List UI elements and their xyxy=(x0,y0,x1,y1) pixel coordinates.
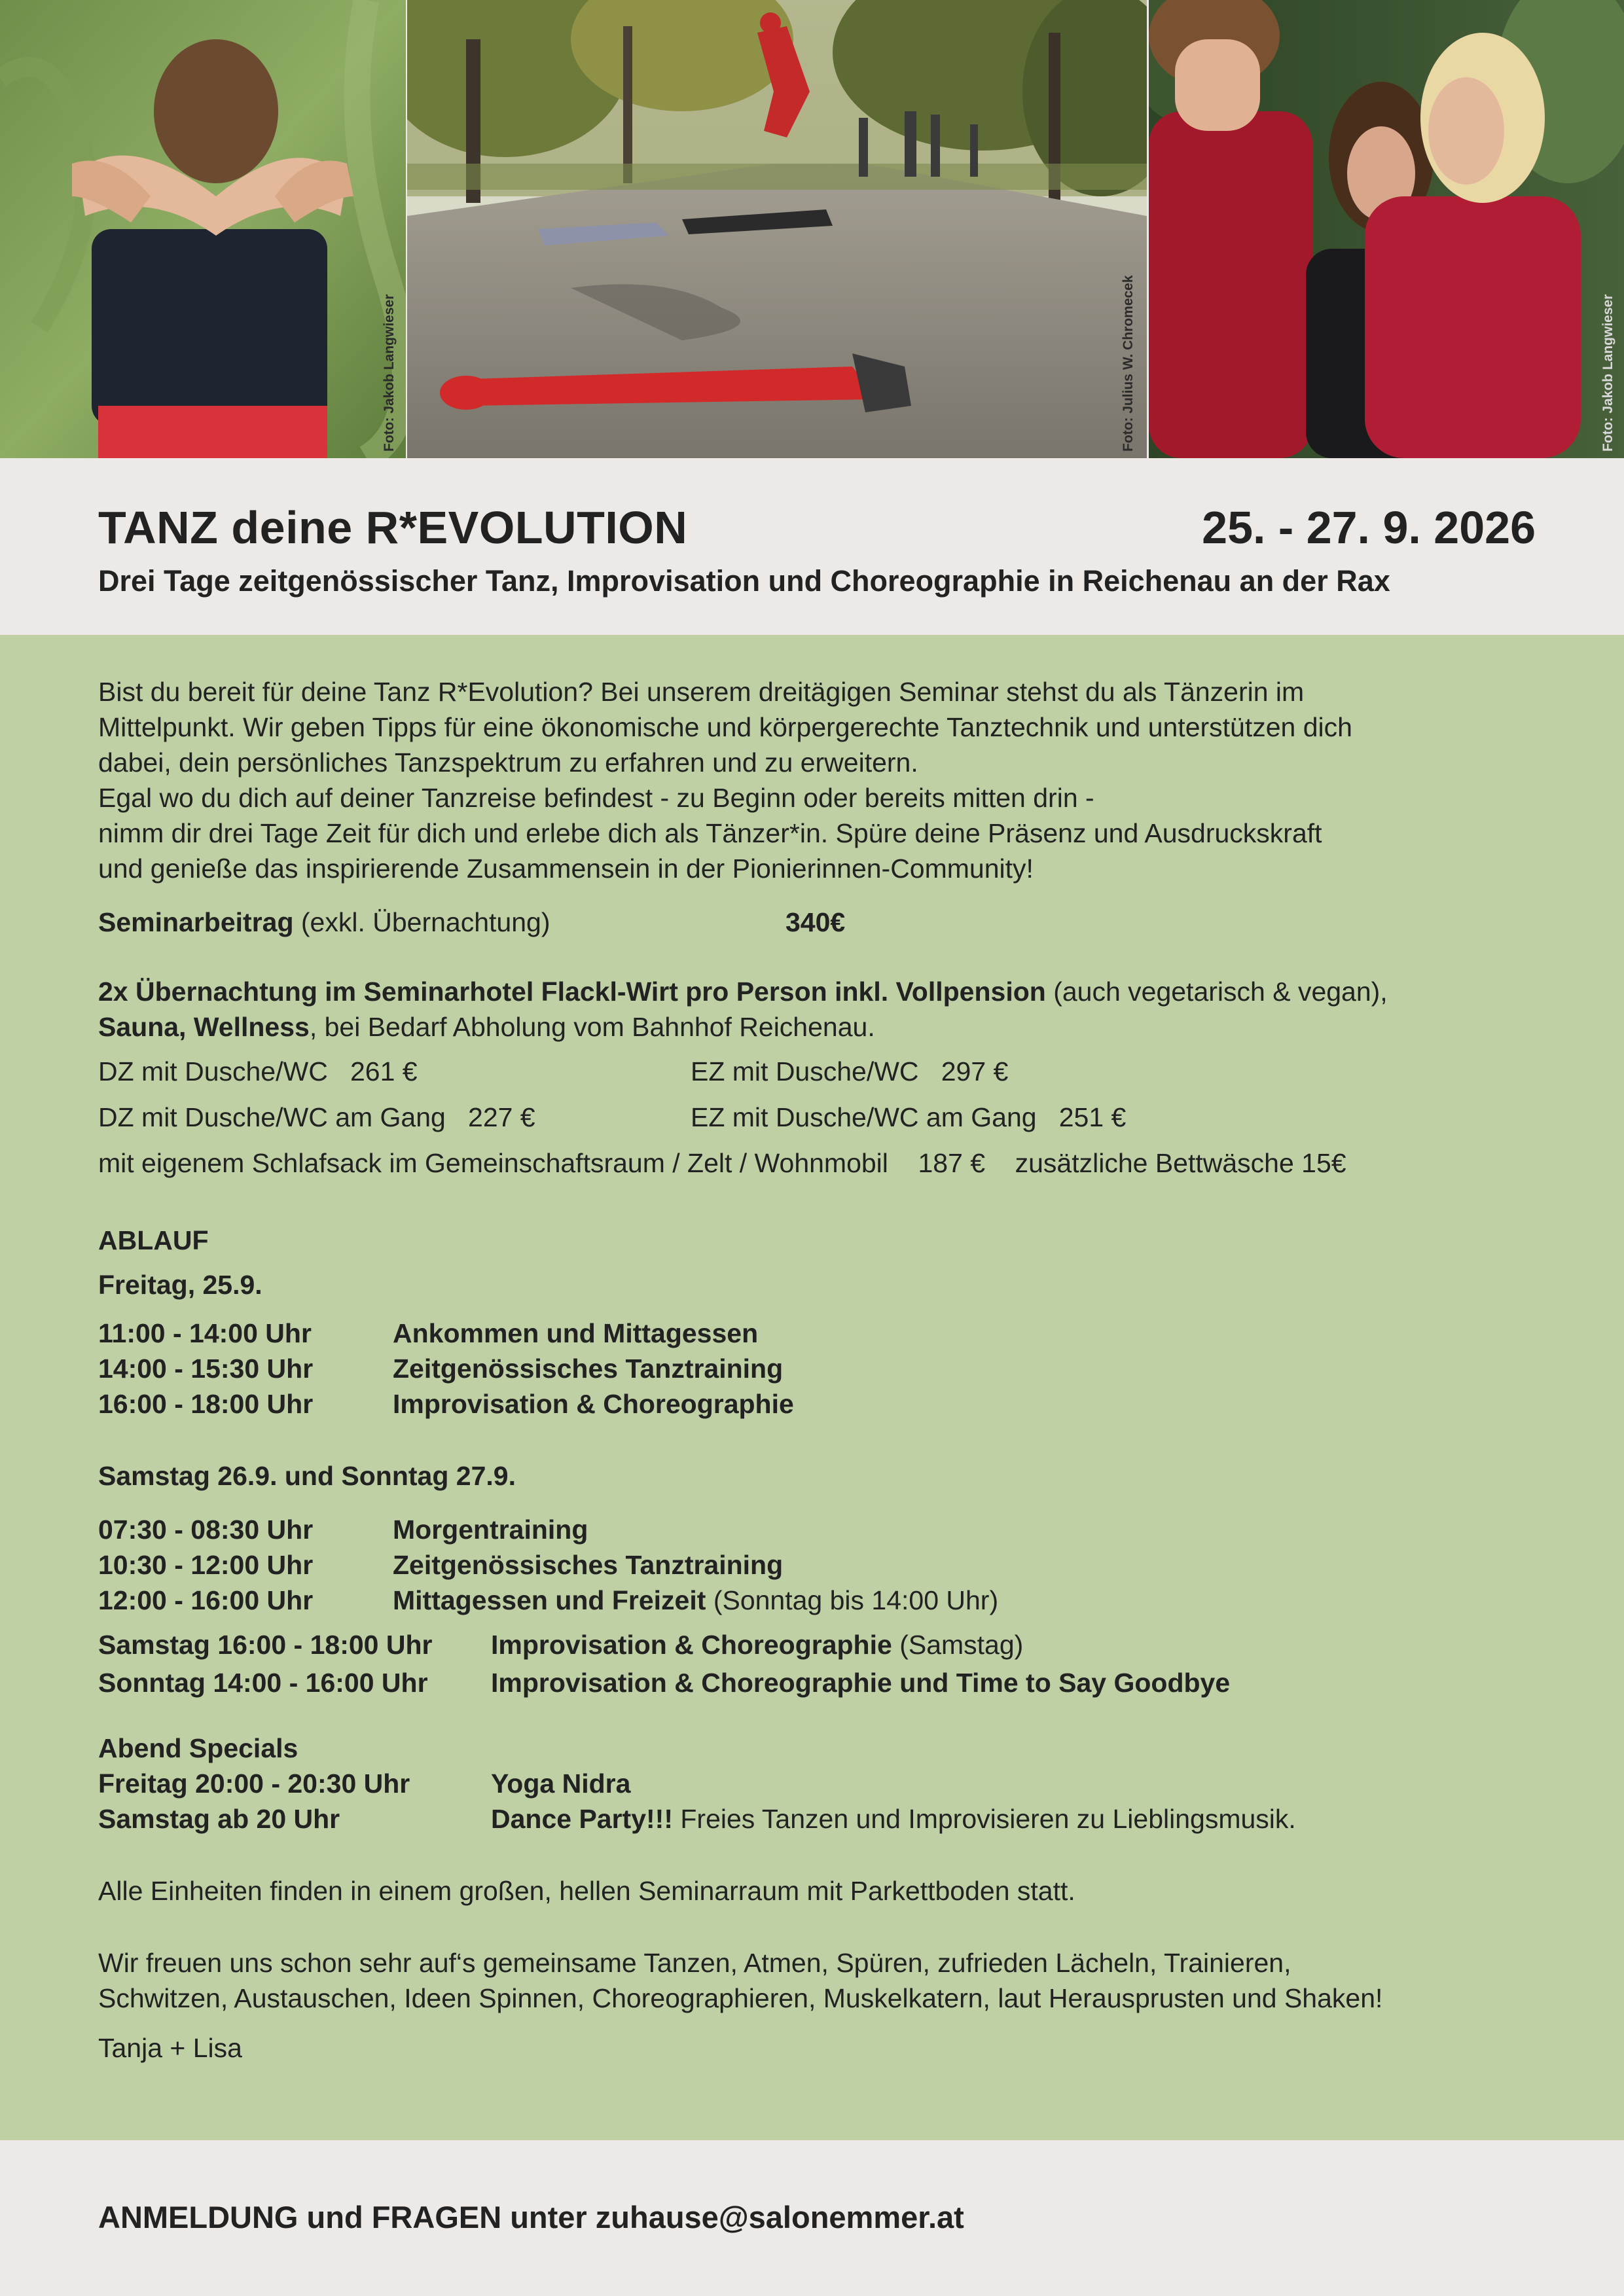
intro-line: dabei, dein persönliches Tanzspektrum zu erfahren und zu erweitern. xyxy=(98,747,918,778)
schedule-row: 16:00 - 18:00 Uhr Improvisation & Choreographie xyxy=(98,1389,794,1419)
header xyxy=(0,458,1624,635)
closing-text xyxy=(98,1945,1558,2016)
special-row: Samstag ab 20 Uhr Dance Party!!! Freies Tanzen und Improvisieren zu Lieblingsmusik. xyxy=(98,1804,1296,1834)
closing-line: Wir freuen uns schon sehr auf‘s gemeinsame Tanzen, Atmen, Spüren, zufrieden Lächeln, Trainieren, xyxy=(98,1948,1291,1978)
signature: Tanja + Lisa xyxy=(98,2033,242,2063)
photo-credit-left: Foto: Jakob Langwieser xyxy=(382,294,397,452)
weekend-afternoon-schedule xyxy=(98,1627,1558,1700)
photo-dancer-hugging xyxy=(0,0,406,458)
intro-line: Mittelpunkt. Wir geben Tipps für eine ökonomische und körpergerechte Tanztechnik und unterstützen dich xyxy=(98,712,1352,742)
schedule-row: 12:00 - 16:00 Uhr Mittagessen und Freizeit (Sonntag bis 14:00 Uhr) xyxy=(98,1585,999,1615)
price-dz-gang: DZ mit Dusche/WC am Gang 227 € xyxy=(98,1102,535,1132)
room-note: Alle Einheiten finden in einem großen, hellen Seminarraum mit Parkettboden statt. xyxy=(98,1876,1075,1906)
schedule-heading: ABLAUF xyxy=(98,1225,209,1255)
price-row-1 xyxy=(98,1054,1558,1089)
accommodation-heading: 2x Übernachtung im Seminarhotel Flackl-Wirt pro Person inkl. Vollpension xyxy=(98,977,1046,1007)
schedule-row: Samstag 16:00 - 18:00 Uhr Improvisation & Choreographie (Samstag) xyxy=(98,1630,1024,1660)
price-ez: EZ mit Dusche/WC 297 € xyxy=(691,1056,1009,1086)
price-dz: DZ mit Dusche/WC 261 € xyxy=(98,1056,418,1086)
event-dates: 25. - 27. 9. 2026 xyxy=(1202,502,1536,553)
photo-park-performance xyxy=(407,0,1147,458)
accommodation xyxy=(98,974,1558,1181)
weekend-heading: Samstag 26.9. und Sonntag 27.9. xyxy=(98,1461,516,1491)
fee-note: (exkl. Übernachtung) xyxy=(300,907,550,937)
accommodation-pickup: , bei Bedarf Abholung vom Bahnhof Reichenau. xyxy=(309,1012,875,1042)
photo-three-dancers xyxy=(1149,0,1624,458)
specials-heading: Abend Specials xyxy=(98,1733,298,1763)
intro-line: Bist du bereit für deine Tanz R*Evolution? Bei unserem dreitägigen Seminar stehst du als Tänzerin im xyxy=(98,677,1305,707)
special-row: Freitag 20:00 - 20:30 Uhr Yoga Nidra xyxy=(98,1768,631,1799)
intro-line: Egal wo du dich auf deiner Tanzreise befindest - zu Beginn oder bereits mitten drin - xyxy=(98,783,1094,813)
intro-text xyxy=(98,674,1558,886)
accommodation-extras: Sauna, Wellness xyxy=(98,1012,310,1042)
intro-line: nimm dir drei Tage Zeit für dich und erlebe dich als Tänzer*in. Spüre deine Präsenz und Ausdruckskraft xyxy=(98,818,1322,848)
price-row-2 xyxy=(98,1100,1558,1135)
closing-line: Schwitzen, Austauschen, Ideen Spinnen, Choreographieren, Muskelkatern, laut Herausprusten und Shaken! xyxy=(98,1983,1383,2013)
schedule xyxy=(98,1223,1558,1700)
intro-line: und genieße das inspirierende Zusammensein in der Pionierinnen-Community! xyxy=(98,853,1034,884)
price-camp: mit eigenem Schlafsack im Gemeinschaftsraum / Zelt / Wohnmobil 187 € zusätzliche Bettwäsche 15€ xyxy=(98,1148,1346,1178)
accommodation-heading-note: (auch vegetarisch & vegan), xyxy=(1053,977,1388,1007)
photo-strip xyxy=(0,0,1624,458)
fee-label: Seminarbeitrag xyxy=(98,907,294,937)
schedule-row: 07:30 - 08:30 Uhr Morgentraining xyxy=(98,1515,588,1545)
weekend-schedule xyxy=(98,1512,1558,1618)
seminar-fee xyxy=(98,905,1558,940)
photo-credit-middle: Foto: Julius W. Chromecek xyxy=(1121,275,1136,452)
schedule-row: Sonntag 14:00 - 16:00 Uhr Improvisation & Choreographie und Time to Say Goodbye xyxy=(98,1668,1231,1698)
main-content xyxy=(0,635,1624,2140)
friday-schedule xyxy=(98,1316,1558,1422)
schedule-row: 14:00 - 15:30 Uhr Zeitgenössisches Tanztraining xyxy=(98,1354,784,1384)
photo-credit-right: Foto: Jakob Langwieser xyxy=(1600,294,1615,452)
fee-price: 340€ xyxy=(785,907,846,937)
price-ez-gang: EZ mit Dusche/WC am Gang 251 € xyxy=(691,1102,1127,1132)
footer xyxy=(0,2140,1624,2296)
page-title: TANZ deine R*EVOLUTION xyxy=(98,502,688,553)
friday-heading: Freitag, 25.9. xyxy=(98,1270,262,1300)
schedule-row: 10:30 - 12:00 Uhr Zeitgenössisches Tanztraining xyxy=(98,1550,784,1580)
schedule-row: 11:00 - 14:00 Uhr Ankommen und Mittagessen xyxy=(98,1318,759,1348)
registration-contact[interactable]: ANMELDUNG und FRAGEN unter zuhause@salonemmer.at xyxy=(98,2200,964,2234)
page-subtitle: Drei Tage zeitgenössischer Tanz, Improvisation und Choreographie in Reichenau an der Rax xyxy=(98,564,1390,598)
evening-specials xyxy=(98,1731,1558,1837)
